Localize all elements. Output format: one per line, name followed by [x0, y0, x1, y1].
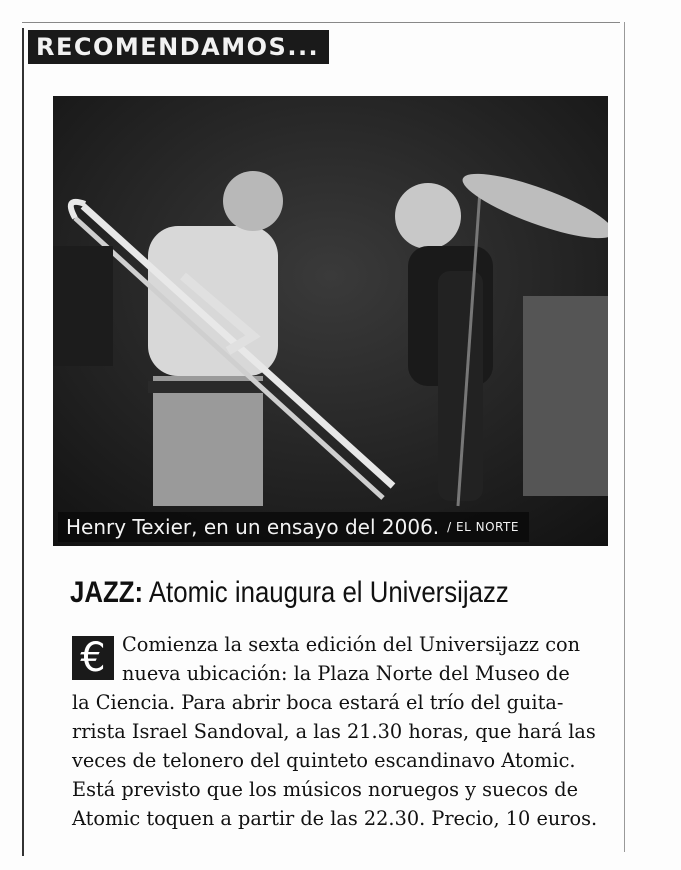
- section-header-label: RECOMENDAMOS...: [36, 33, 320, 61]
- body-line: Comienza la sexta edición del Universijazz con: [122, 633, 581, 656]
- euro-icon: €: [72, 636, 114, 680]
- body-line: nueva ubicación: la Plaza Norte del Museo de: [122, 662, 570, 685]
- body-line: la Ciencia. Para abrir boca estará el trío del guita-: [72, 691, 564, 714]
- frame-left-rule: [22, 28, 24, 856]
- headline-title: Atomic inaugura el Universijazz: [148, 576, 509, 609]
- photo-credit: / EL NORTE: [447, 520, 519, 534]
- frame-top-rule: [22, 22, 620, 23]
- article-body: [72, 630, 628, 833]
- concert-photo-image: [53, 96, 608, 546]
- concert-photo: [53, 96, 608, 546]
- body-line: veces de telonero del quinteto escandinavo Atomic.: [72, 749, 576, 772]
- body-line: Atomic toquen a partir de las 22.30. Precio, 10 euros.: [72, 807, 598, 830]
- article-headline: [70, 576, 534, 620]
- body-line: Está previsto que los músicos noruegos y suecos de: [72, 778, 579, 801]
- body-line: rrista Israel Sandoval, a las 21.30 horas, que hará las: [72, 720, 596, 743]
- headline-kicker: JAZZ:: [70, 576, 144, 609]
- section-header: [28, 30, 329, 64]
- photo-caption-text: Henry Texier, en un ensayo del 2006.: [66, 515, 440, 539]
- photo-caption: [58, 512, 529, 542]
